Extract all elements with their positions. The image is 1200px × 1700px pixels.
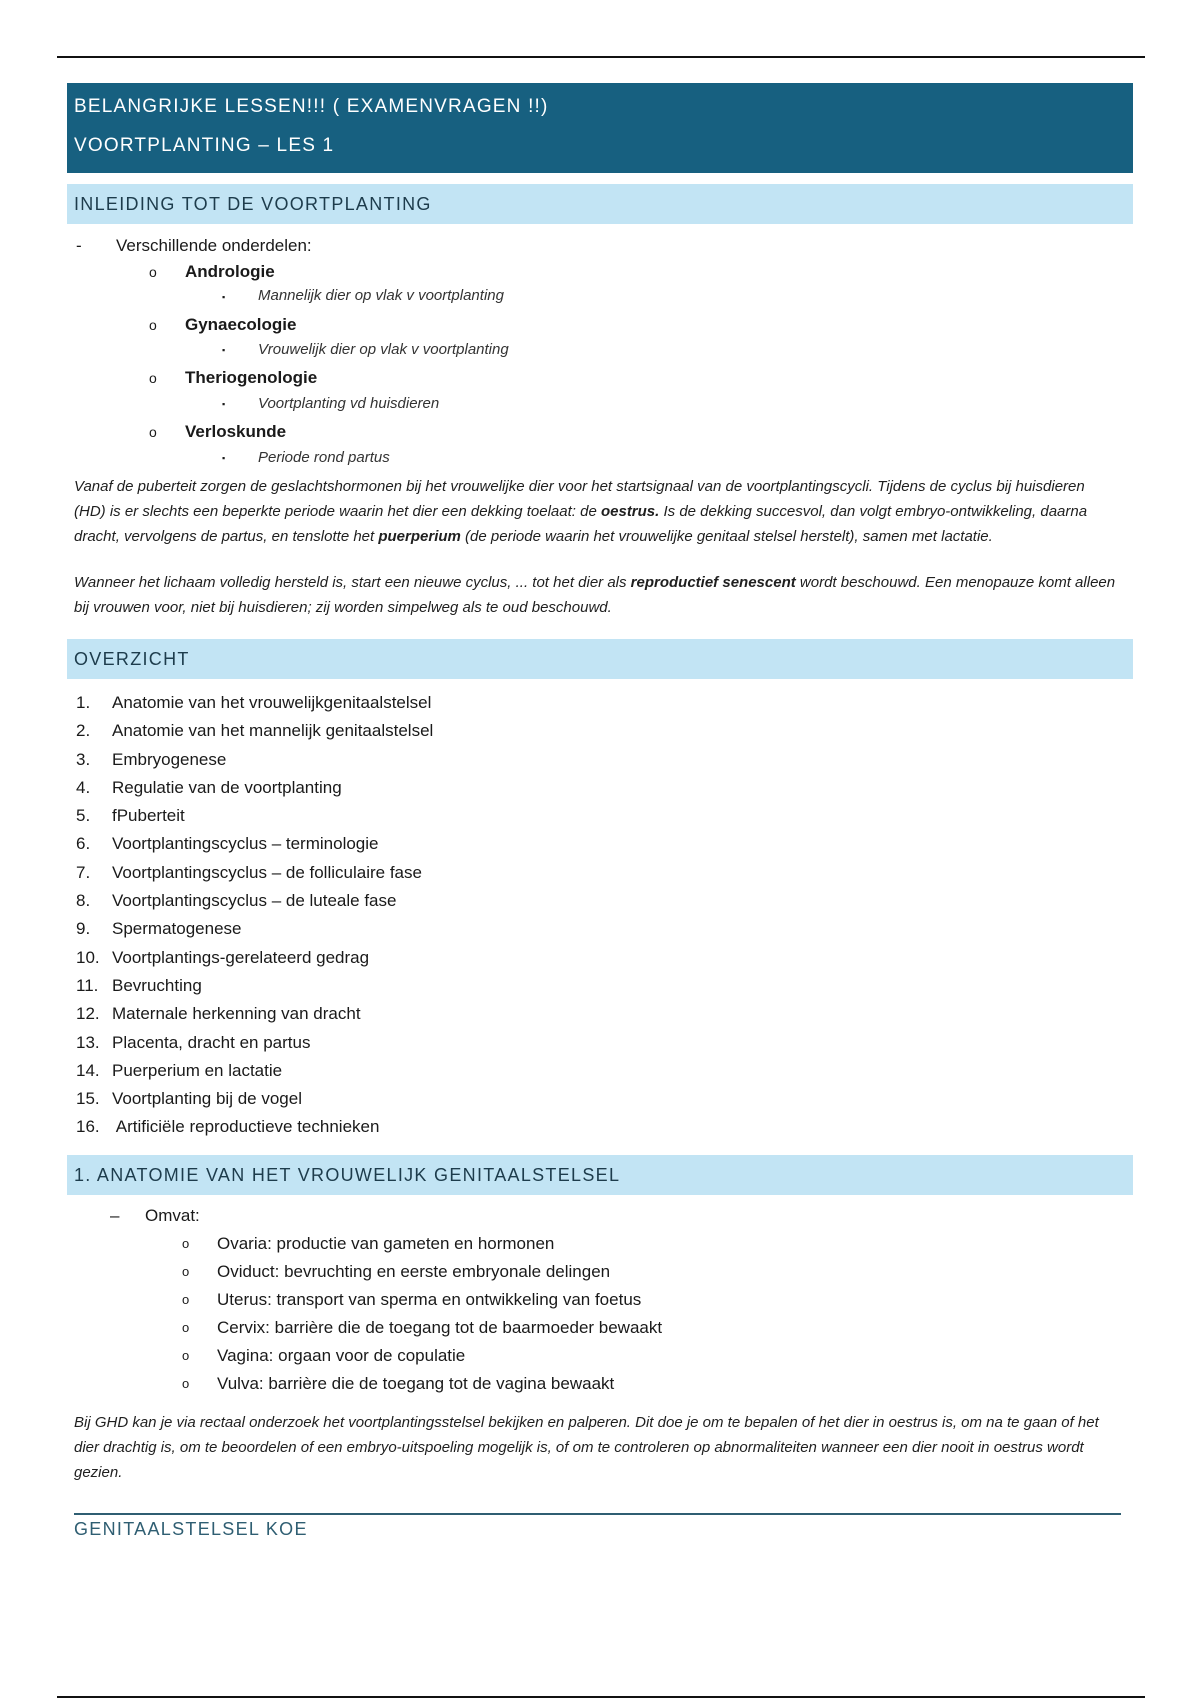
anatomy-item: Vagina: orgaan voor de copulatie bbox=[217, 1345, 466, 1365]
list-item bbox=[67, 915, 1133, 943]
circle-bullet: o bbox=[149, 264, 157, 280]
bottom-rule bbox=[57, 1696, 1145, 1698]
item-text: Voortplanting bij de vogel bbox=[112, 1089, 302, 1109]
circle-bullet: o bbox=[182, 1263, 190, 1279]
para-bold: reproductief senescent bbox=[630, 574, 796, 591]
title-banner bbox=[67, 83, 1133, 173]
item-text: Anatomie van het mannelijk genitaalstelsel bbox=[112, 721, 434, 741]
item-number: 11. bbox=[76, 975, 99, 995]
item-number: 12. bbox=[76, 1004, 100, 1024]
item-text: Bevruchting bbox=[112, 975, 202, 995]
part-desc: Vrouwelijk dier op vlak v voortplanting bbox=[258, 341, 509, 358]
overview-list bbox=[67, 689, 1133, 1142]
circle-bullet: o bbox=[182, 1319, 190, 1335]
item-text: Placenta, dracht en partus bbox=[112, 1032, 311, 1052]
section-heading-anatomy: 1. ANATOMIE VAN HET VROUWELIJK GENITAALSTELSEL bbox=[67, 1155, 1133, 1195]
section-rule bbox=[74, 1513, 1121, 1515]
item-number: 1. bbox=[76, 693, 91, 712]
item-number: 4. bbox=[76, 777, 91, 797]
item-text: fPuberteit bbox=[112, 806, 185, 826]
dash-bullet: - bbox=[76, 236, 82, 255]
circle-bullet: o bbox=[149, 370, 157, 386]
anatomy-item: Oviduct: bevruchting en eerste embryonale delingen bbox=[217, 1261, 611, 1281]
list-item bbox=[67, 1000, 1133, 1028]
section-heading-intro: INLEIDING TOT DE VOORTPLANTING bbox=[67, 184, 1133, 224]
circle-bullet: o bbox=[182, 1347, 190, 1363]
item-number: 16. bbox=[76, 1117, 100, 1137]
part-term: Andrologie bbox=[185, 262, 275, 281]
item-text: Voortplantingscyclus – terminologie bbox=[112, 834, 379, 854]
item-text: Anatomie van het vrouwelijkgenitaalstelsel bbox=[112, 693, 432, 712]
anatomy-item: Uterus: transport van sperma en ontwikkeling van foetus bbox=[217, 1289, 642, 1309]
list-item bbox=[67, 1113, 1133, 1141]
section-heading-overview: OVERZICHT bbox=[67, 639, 1133, 679]
dash-bullet: – bbox=[110, 1205, 120, 1225]
item-number: 5. bbox=[76, 806, 91, 826]
item-number: 10. bbox=[76, 947, 100, 967]
list-item bbox=[67, 887, 1133, 915]
list-item bbox=[67, 1057, 1133, 1085]
list-item bbox=[67, 830, 1133, 858]
document-page bbox=[67, 83, 1133, 1540]
anatomy-item: Cervix: barrière die de toegang tot de baarmoeder bewaakt bbox=[217, 1317, 663, 1337]
item-number: 13. bbox=[76, 1032, 100, 1052]
circle-bullet: o bbox=[182, 1235, 190, 1251]
anatomy-item: Vulva: barrière die de toegang tot de vagina bewaakt bbox=[217, 1373, 615, 1393]
item-number: 14. bbox=[76, 1060, 100, 1080]
list-item bbox=[67, 746, 1133, 774]
item-text: Spermatogenese bbox=[112, 919, 242, 939]
para-text: Vanaf de puberteit zorgen de geslachtshormonen bij het vrouwelijke dier voor het startsignaal van de voortplantingscycli. Tijdens de cyclus bij huisdieren (HD) is er slechts een beperkte periode waarin het dier een dekking toelaat: de bbox=[74, 478, 1085, 520]
intro-lead: Verschillende onderdelen: bbox=[116, 236, 312, 255]
list-item bbox=[67, 1085, 1133, 1113]
square-bullet: ▪ bbox=[222, 453, 226, 463]
item-text: Maternale herkenning van dracht bbox=[112, 1004, 361, 1024]
list-item bbox=[67, 717, 1133, 745]
item-number: 3. bbox=[76, 749, 91, 769]
item-number: 8. bbox=[76, 891, 91, 911]
para-bold: oestrus. bbox=[600, 503, 660, 520]
list-item bbox=[67, 859, 1133, 887]
anatomy-list bbox=[67, 1195, 1133, 1393]
part-term: Gynaecologie bbox=[185, 315, 297, 334]
banner-title: BELANGRIJKE LESSEN!!! ( EXAMENVRAGEN !!) bbox=[74, 96, 549, 117]
list-item bbox=[67, 944, 1133, 972]
para-text: (de periode waarin het vrouwelijke genitaal stelsel herstelt), samen met lactatie. bbox=[460, 528, 993, 545]
item-number: 7. bbox=[76, 862, 91, 882]
square-bullet: ▪ bbox=[222, 345, 226, 355]
item-text: Artificiële reproductieve technieken bbox=[112, 1117, 380, 1137]
part-term: Theriogenologie bbox=[185, 368, 318, 387]
para-text: Wanneer het lichaam volledig hersteld is, start een nieuwe cyclus, ... tot het dier als bbox=[74, 574, 631, 591]
anatomy-item: Ovaria: productie van gameten en hormonen bbox=[217, 1233, 555, 1253]
item-text: Regulatie van de voortplanting bbox=[112, 777, 342, 797]
list-item bbox=[67, 774, 1133, 802]
item-number: 2. bbox=[76, 721, 91, 741]
subheading-cow: GENITAALSTELSEL KOE bbox=[74, 1518, 308, 1539]
circle-bullet: o bbox=[182, 1375, 190, 1391]
circle-bullet: o bbox=[182, 1291, 190, 1307]
item-number: 15. bbox=[76, 1089, 100, 1109]
list-item bbox=[67, 1029, 1133, 1057]
list-item bbox=[67, 972, 1133, 1000]
item-text: Puerperium en lactatie bbox=[112, 1060, 283, 1080]
list-item bbox=[67, 802, 1133, 830]
part-desc: Mannelijk dier op vlak v voortplanting bbox=[258, 287, 504, 304]
para-bold: puerperium bbox=[378, 528, 461, 545]
intro-paragraph-2 bbox=[67, 570, 1133, 620]
item-text: Voortplantings-gerelateerd gedrag bbox=[112, 947, 370, 967]
part-desc: Periode rond partus bbox=[258, 449, 390, 466]
part-desc: Voortplanting vd huisdieren bbox=[258, 395, 440, 412]
part-term: Verloskunde bbox=[185, 422, 287, 441]
anatomy-lead: Omvat: bbox=[145, 1205, 200, 1225]
list-item bbox=[67, 689, 1133, 717]
item-text: Embryogenese bbox=[112, 749, 227, 769]
anatomy-paragraph: Bij GHD kan je via rectaal onderzoek het voortplantingsstelsel bekijken en palperen. Dit doe je om te bepalen of het dier in oestrus is, om na te gaan of het dier drachtig is, om te beoordelen of een embryo-uitspoeling mogelijk is, of om te controleren op abnormaliteiten wanneer een dier nooit in oestrus wordt gezien. bbox=[74, 1413, 1099, 1481]
square-bullet: ▪ bbox=[222, 292, 226, 302]
item-number: 6. bbox=[76, 834, 91, 854]
banner-subtitle: VOORTPLANTING – LES 1 bbox=[74, 135, 335, 156]
top-rule bbox=[57, 56, 1145, 58]
intro-paragraph-1 bbox=[67, 474, 1133, 549]
circle-bullet: o bbox=[149, 317, 157, 333]
intro-list bbox=[67, 224, 1133, 472]
para-text: Is de dekking succesvol, dan volgt embryo-ontwikkeling, daarna dracht, vervolgens de partus, en tenslotte het bbox=[74, 503, 1088, 545]
item-text: Voortplantingscyclus – de luteale fase bbox=[112, 891, 397, 911]
square-bullet: ▪ bbox=[222, 399, 226, 409]
item-number: 9. bbox=[76, 919, 91, 939]
item-text: Voortplantingscyclus – de folliculaire fase bbox=[112, 862, 422, 882]
circle-bullet: o bbox=[149, 424, 157, 440]
para-text: wordt beschouwd. Een menopauze komt alleen bij vrouwen voor, niet bij huisdieren; zij worden simpelweg als te oud beschouwd. bbox=[74, 574, 1116, 616]
